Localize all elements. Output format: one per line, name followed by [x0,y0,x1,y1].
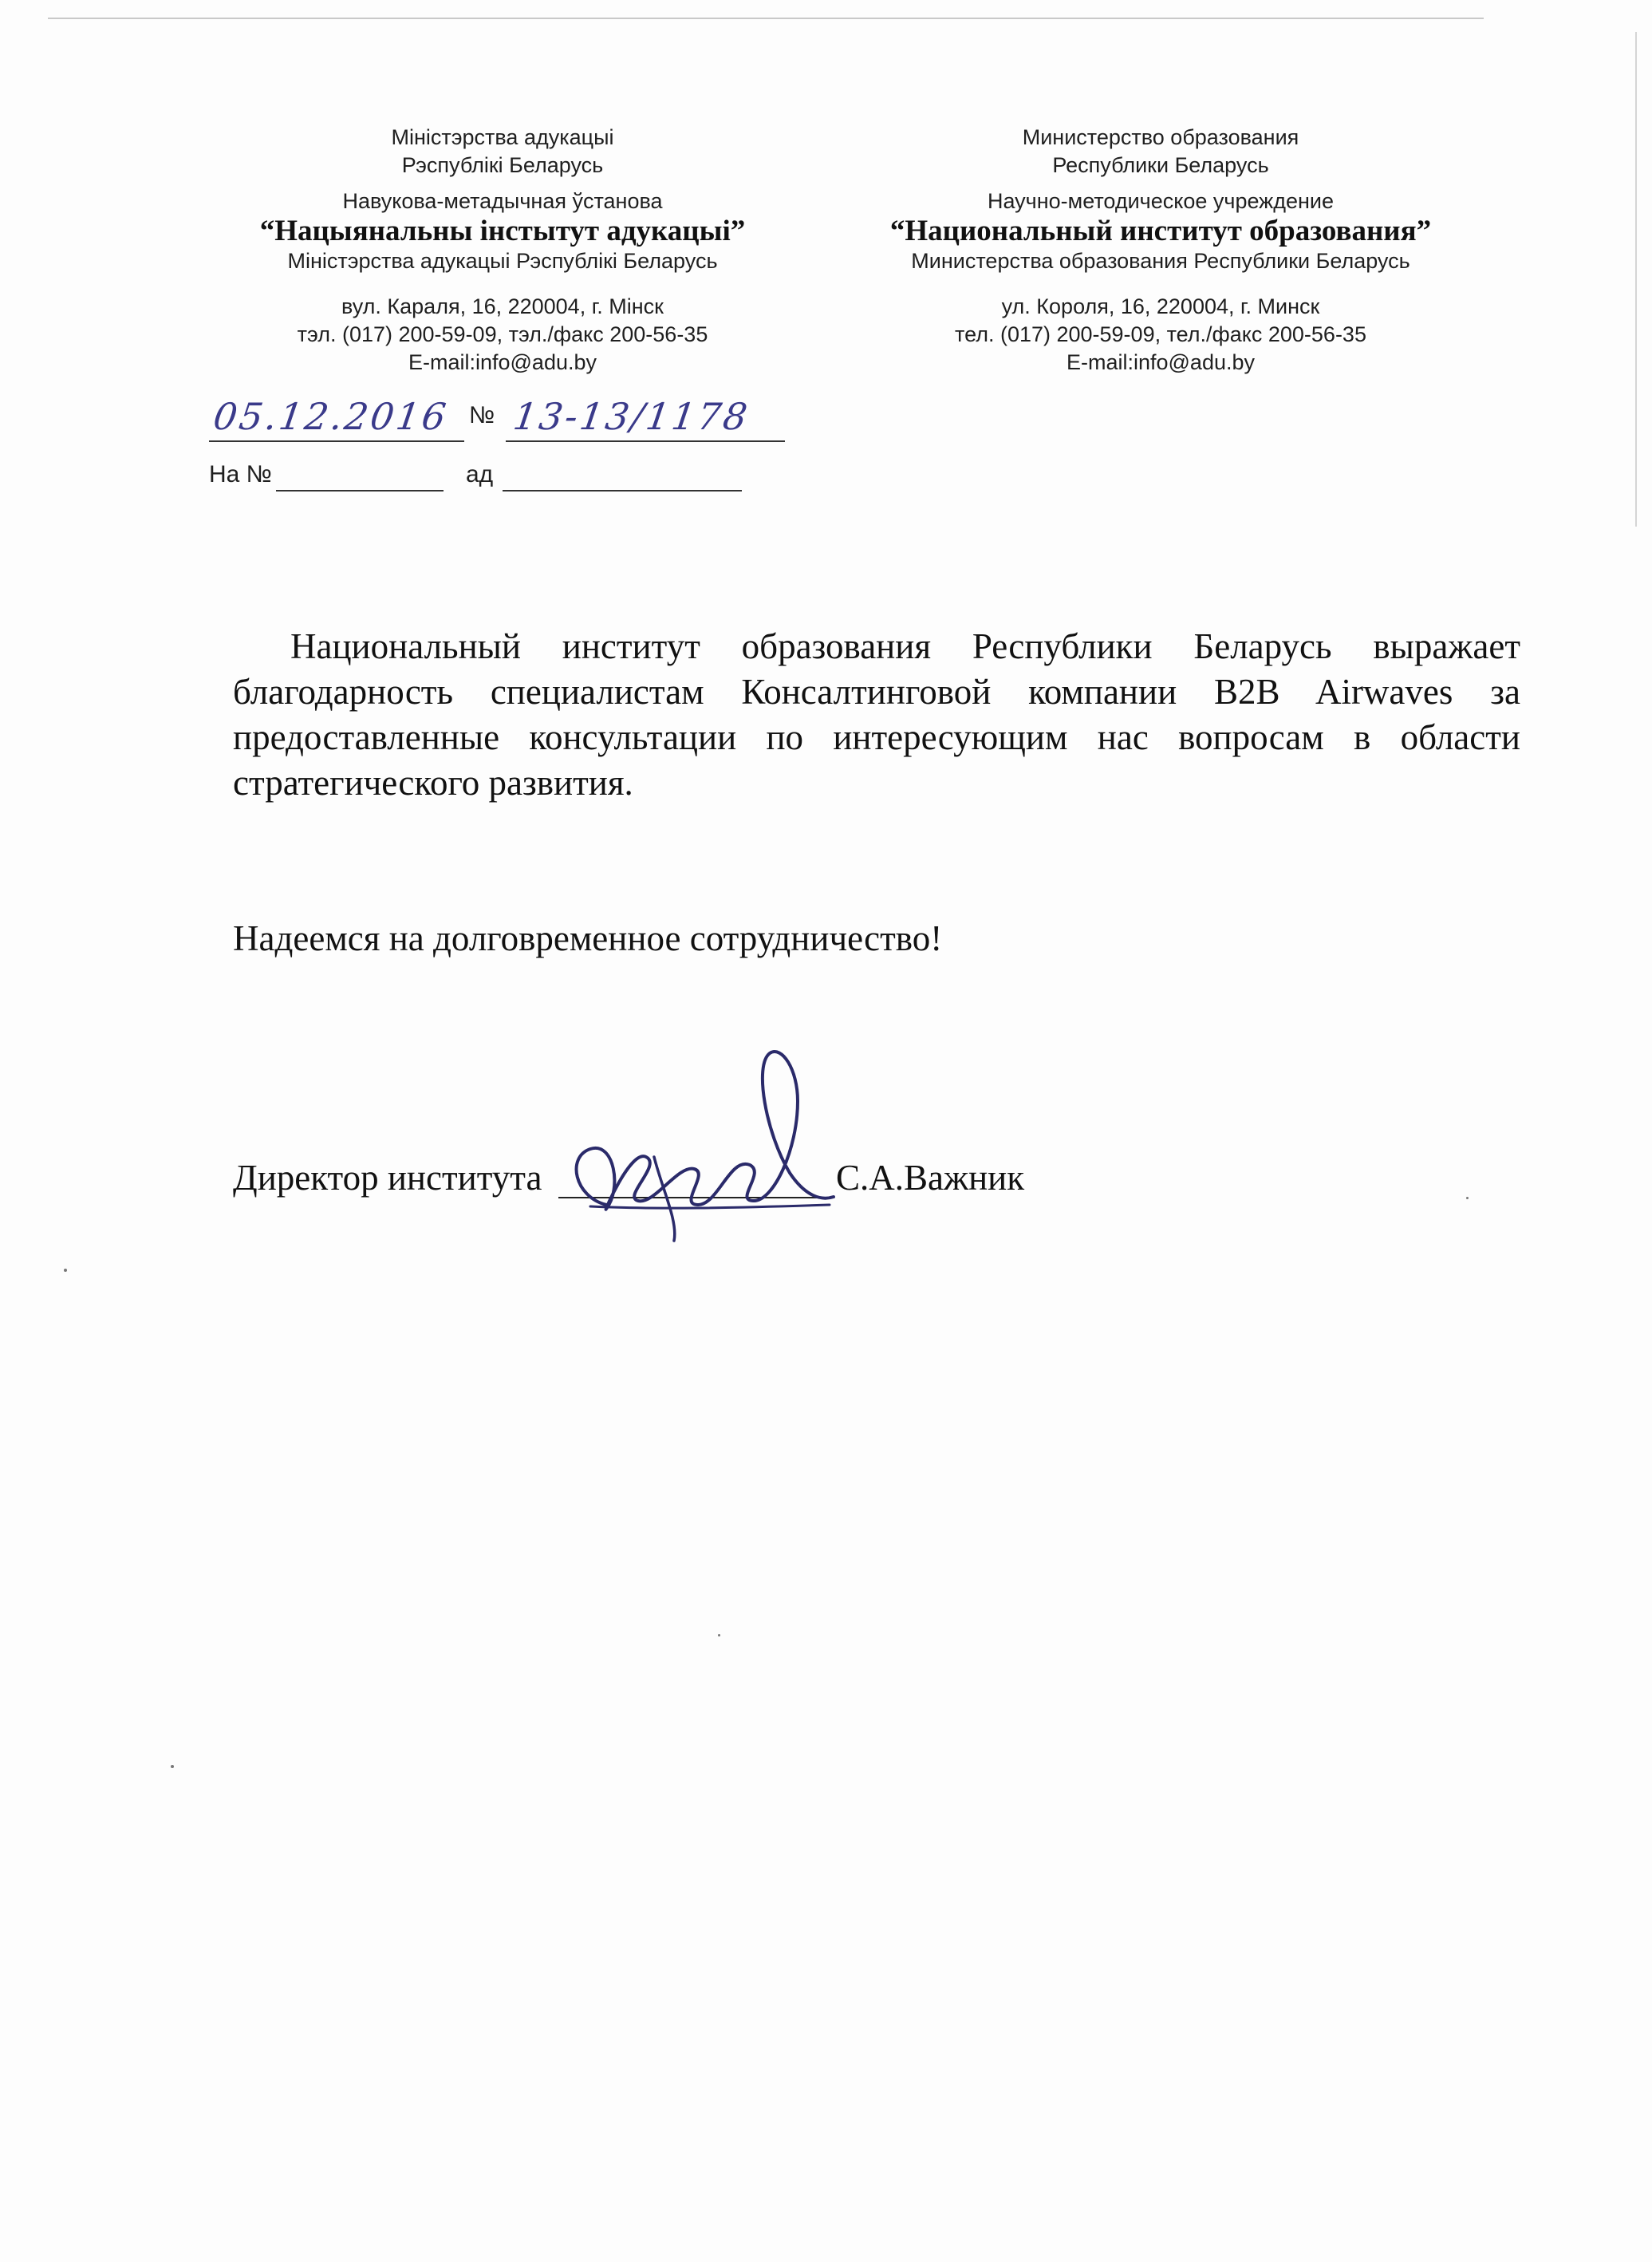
phone: тэл. (017) 200-59-09, тэл./факс 200-56-35 [297,322,708,346]
institution-type: Научно-методическое учреждение [987,189,1335,213]
letterhead-belarusian [199,124,806,377]
reference-number-blank [276,490,444,491]
reference-number-label: На № [209,461,272,488]
institution-name: “Нацыянальны інстытут адукацыі” [259,215,746,247]
registration-number-field [506,393,785,442]
registration-number-label: № [469,402,495,428]
email: E-mail:info@adu.by [408,350,597,374]
reference-row [209,461,783,493]
registration-date-field [209,393,464,442]
scan-edge-top [48,18,1484,19]
ministry-line-2: Республики Беларусь [1052,153,1269,177]
letter-closing: Надеемся на долговременное сотрудничество! [233,918,943,958]
scan-speck [718,1634,720,1636]
ministry-line-1: Міністэрства адукацыі [391,125,614,149]
ministry-line-2: Рэспублікі Беларусь [401,153,604,177]
registration-row [209,393,799,448]
handwritten-signature [558,1037,846,1245]
letterhead-russian [858,124,1464,377]
address: вул. Караля, 16, 220004, г. Мінск [341,294,664,318]
email: E-mail:info@adu.by [1066,350,1255,374]
institution-sub: Міністэрства адукацыі Рэспублікі Беларусь [287,249,718,273]
institution-name: “Национальный институт образования” [889,215,1432,247]
institution-type: Навукова-метадычная ўстанова [342,189,663,213]
scan-speck [64,1269,67,1272]
scan-speck [1466,1197,1469,1199]
scan-edge-right [1635,32,1637,527]
signatory-name: С.А.Важник [836,1158,1025,1198]
letter-body-paragraph: Национальный институт образования Республики Беларусь выражает благодарность специалистам Консалтинговой компании B2B Airwaves за предоставленные консультации по интересующим нас вопросам в области стратегического развития. [233,626,1520,803]
registration-number: 13-13/1178 [511,395,752,438]
reference-date-blank [503,490,742,491]
scan-speck [171,1765,174,1768]
signatory-title: Директор института [233,1158,542,1198]
institution-sub: Министерства образования Республики Беларусь [911,249,1410,273]
address: ул. Короля, 16, 220004, г. Минск [1001,294,1320,318]
registration-date: 05.12.2016 [211,395,451,438]
phone: тел. (017) 200-59-09, тел./факс 200-56-35 [955,322,1366,346]
reference-date-label: ад [466,461,494,488]
ministry-line-1: Министерство образования [1022,125,1299,149]
